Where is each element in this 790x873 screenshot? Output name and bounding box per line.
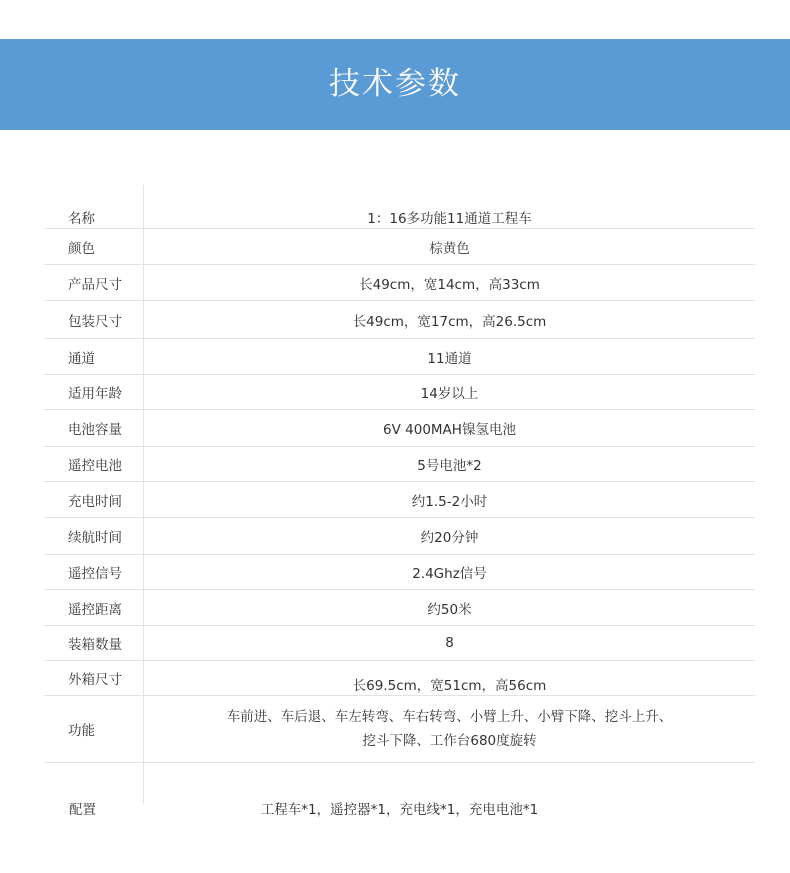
spec-row-remote-battery: [44, 447, 755, 482]
spec-label: 装箱数量: [68, 637, 122, 653]
spec-row-package-size: [44, 301, 755, 339]
spec-row-package-contents: [44, 763, 755, 818]
spec-label: 续航时间: [68, 530, 122, 546]
header-banner: [0, 39, 790, 130]
spec-row-name: [44, 185, 755, 229]
spec-label: 功能: [68, 723, 95, 739]
spec-value: 11通道: [427, 350, 472, 367]
spec-row-run-time: [44, 518, 755, 555]
spec-label: 产品尺寸: [68, 276, 122, 293]
spec-value: 约1.5-2小时: [411, 493, 488, 510]
spec-value: 6V 400MAH镍氢电池: [383, 422, 516, 438]
spec-label: 通道: [68, 350, 95, 367]
page-title: 技术参数: [329, 66, 461, 102]
spec-value: 工程车*1，遥控器*1，充电线*1，充电电池*1: [260, 802, 539, 818]
spec-value: 5号电池*2: [417, 458, 482, 474]
spec-row-signal: [44, 555, 755, 590]
spec-value: 棕黄色: [429, 240, 470, 257]
spec-label: 配置: [69, 802, 96, 818]
spec-row-channels: [44, 339, 755, 375]
spec-row-functions: [44, 696, 755, 763]
spec-value: 14岁以上: [420, 386, 479, 402]
spec-value: 长49cm，宽17cm，高26.5cm: [352, 313, 547, 330]
spec-label: 适用年龄: [68, 386, 122, 402]
spec-label: 包装尺寸: [68, 313, 122, 330]
spec-value-line: 车前进、车后退、车左转弯、车右转弯、小臂上升、小臂下降、挖斗上升、: [226, 709, 673, 725]
spec-row-carton-qty: [44, 626, 755, 661]
spec-value: 长69.5cm，宽51cm，高56cm: [352, 678, 547, 694]
spec-label: 遥控电池: [68, 458, 122, 474]
spec-row-product-size: [44, 265, 755, 301]
spec-row-battery: [44, 410, 755, 447]
spec-value: 约50米: [427, 601, 472, 618]
spec-label: 名称: [68, 210, 95, 227]
spec-row-range: [44, 590, 755, 626]
spec-value: 1：16多功能11通道工程车: [367, 210, 532, 227]
spec-row-carton-size: [44, 661, 755, 696]
spec-value-line: 挖斗下降、工作台680度旋转: [362, 733, 537, 749]
spec-label: 外箱尺寸: [68, 672, 122, 688]
spec-value: 长49cm，宽14cm，高33cm: [359, 276, 540, 293]
spec-row-charge-time: [44, 482, 755, 518]
spec-label: 遥控距离: [68, 601, 122, 618]
spec-row-color: [44, 229, 755, 265]
spec-label: 遥控信号: [68, 566, 122, 582]
spec-label: 电池容量: [68, 422, 122, 438]
spec-label: 颜色: [68, 240, 95, 257]
spec-value: 8: [445, 635, 454, 651]
spec-row-age: [44, 375, 755, 410]
spec-label: 充电时间: [68, 493, 122, 510]
spec-value: 2.4Ghz信号: [412, 566, 487, 582]
spec-value: 约20分钟: [420, 530, 479, 546]
spec-value: [144, 696, 755, 762]
